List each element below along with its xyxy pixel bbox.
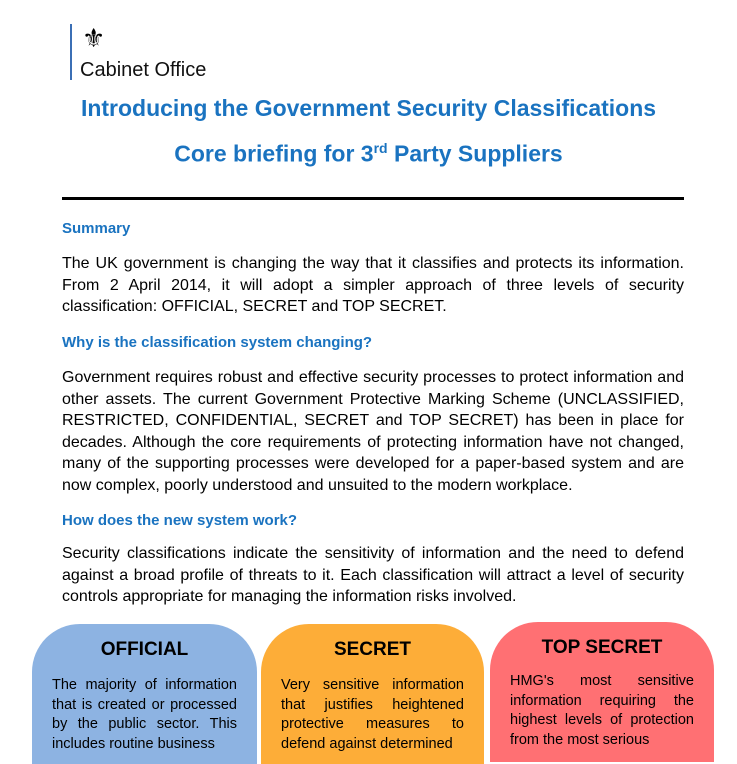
level-description: Very sensitive information that justifies heightened protective measures to defend against determined <box>281 677 464 752</box>
section-body: Government requires robust and effective security processes to protect information and other assets. The current Government Protective Marking Scheme (UNCLASSIFIED, RESTRICTED, CONFIDENTIAL, SECRET and TOP SECRET) has been in place for decades. Although the core requirements of protecting information have not changed, many of the supporting processes were developed for a paper-based system and are now complex, poorly understood and unsuited to the modern workplace. <box>62 369 684 494</box>
level-title: SECRET <box>333 639 412 660</box>
cabinet-office-logo <box>70 24 214 80</box>
level-title: TOP SECRET <box>541 637 663 658</box>
section-heading: Why is the classification system changing? <box>62 334 373 351</box>
crest-icon: ⚜ <box>82 23 106 53</box>
level-title: OFFICIAL <box>100 639 189 660</box>
level-description: The majority of information that is created or processed by the public sector. This includes routine business <box>52 677 237 752</box>
document-subtitle: Core briefing for 3rd Party Suppliers <box>174 140 563 167</box>
logo-text: Cabinet Office <box>80 59 207 81</box>
section-heading: How does the new system work? <box>62 512 298 529</box>
section-heading: Summary <box>62 220 131 237</box>
section-body: Security classifications indicate the sensitivity of information and the need to defend against a broad profile of threats to it. Each classification will attract a level of security controls appropriate for managing the information risks involved. <box>62 545 684 605</box>
level-description: HMG's most sensitive information requiring the highest levels of protection from the most serious <box>510 673 694 748</box>
secret-box <box>261 624 484 764</box>
section-body: The UK government is changing the way that it classifies and protects its information. From 2 April 2014, it will adopt a simpler approach of three levels of security classification: OFFICIAL, SECRET and TOP SECRET. <box>62 255 684 315</box>
top-secret-box <box>490 622 714 762</box>
document-title: Introducing the Government Security Classifications <box>80 95 657 121</box>
official-box <box>32 624 257 764</box>
divider <box>62 197 684 200</box>
